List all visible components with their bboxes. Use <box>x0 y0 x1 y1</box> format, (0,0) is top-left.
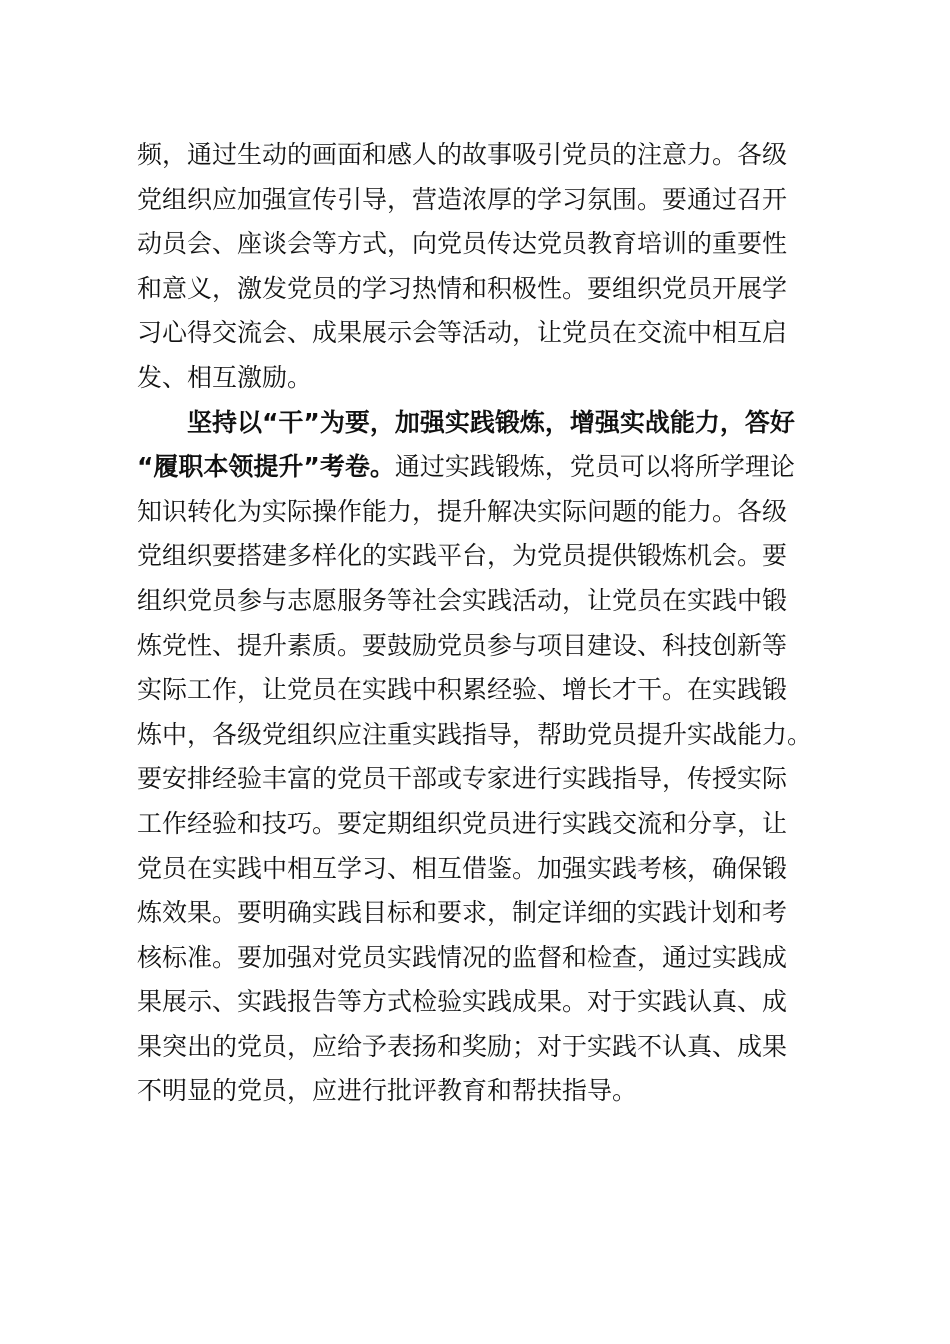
text-line: 果突出的党员，应给予表扬和奖励；对于实践不认真、成果 <box>137 1031 788 1061</box>
text-line: 习心得交流会、成果展示会等活动，让党员在交流中相互启 <box>137 318 788 348</box>
text-line: 炼效果。要明确实践目标和要求，制定详细的实践计划和考 <box>137 898 788 928</box>
text-line: 党组织要搭建多样化的实践平台，为党员提供锻炼机会。要 <box>137 541 788 571</box>
text-line: 炼党性、提升素质。要鼓励党员参与项目建设、科技创新等 <box>137 630 788 660</box>
text-line: 频，通过生动的画面和感人的故事吸引党员的注意力。各级 <box>137 140 788 169</box>
section-heading-end: “履职本领提升”考卷。 <box>137 452 395 482</box>
text-line: 党员在实践中相互学习、相互借鉴。加强实践考核，确保锻 <box>137 853 788 883</box>
section-heading: 坚持以“干”为要，加强实践锻炼，增强实战能力，答好 <box>137 407 795 437</box>
document-body <box>137 133 827 1114</box>
text-line: 组织党员参与志愿服务等社会实践活动，让党员在实践中锻 <box>137 585 788 615</box>
text-line: 核标准。要加强对党员实践情况的监督和检查，通过实践成 <box>137 942 788 972</box>
text-segment: 通过实践锻炼，党员可以将所学理论 <box>394 452 795 482</box>
text-line <box>137 445 827 490</box>
text-line: 知识转化为实际操作能力，提升解决实际问题的能力。各级 <box>137 496 788 526</box>
text-line: 工作经验和技巧。要定期组织党员进行实践交流和分享，让 <box>137 808 788 838</box>
text-line: 动员会、座谈会等方式，向党员传达党员教育培训的重要性 <box>137 229 788 259</box>
text-line: 和意义，激发党员的学习热情和积极性。要组织党员开展学 <box>137 273 788 303</box>
text-line: 党组织应加强宣传引导，营造浓厚的学习氛围。要通过召开 <box>137 184 788 214</box>
text-line: 果展示、实践报告等方式检验实践成果。对于实践认真、成 <box>137 987 788 1017</box>
paragraph-2 <box>137 401 827 1115</box>
text-line: 实际工作，让党员在实践中积累经验、增长才干。在实践锻 <box>137 675 788 705</box>
text-line: 炼中，各级党组织应注重实践指导，帮助党员提升实战能力。 <box>137 719 813 749</box>
paragraph-1 <box>137 133 827 401</box>
text-line: 要安排经验丰富的党员干部或专家进行实践指导，传授实际 <box>137 764 788 794</box>
text-line: 发、相互激励。 <box>137 362 313 392</box>
text-line: 不明显的党员，应进行批评教育和帮扶指导。 <box>137 1076 638 1106</box>
